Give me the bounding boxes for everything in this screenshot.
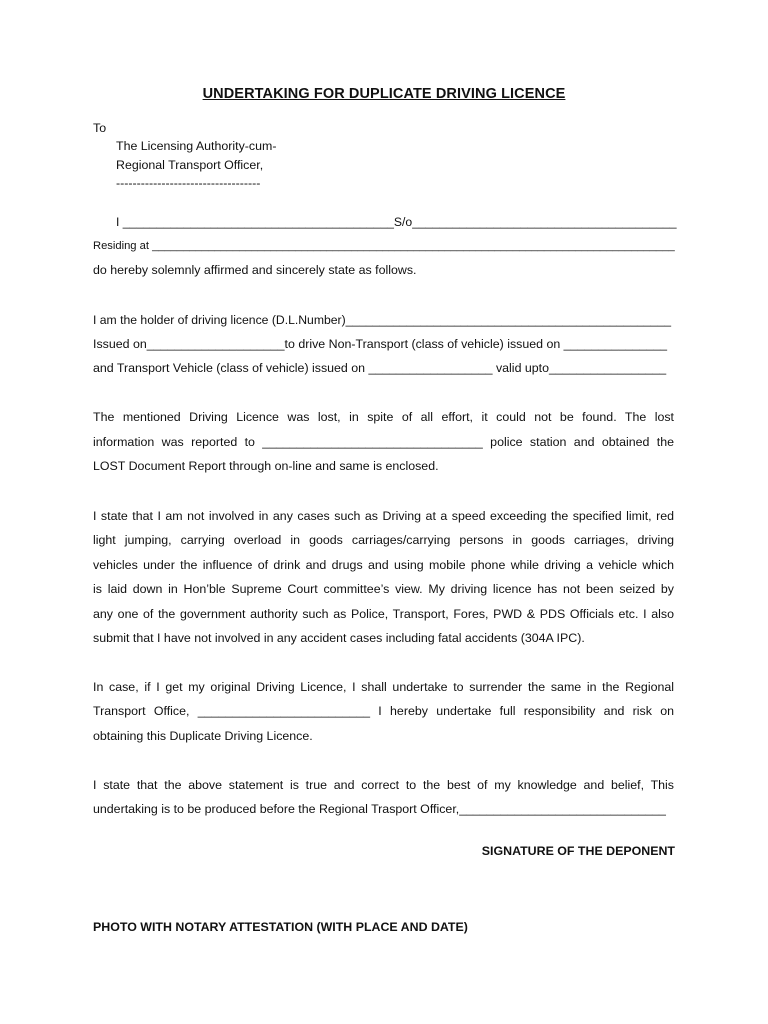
- lost-paragraph-line-3: LOST Document Report through on-line and same is enclosed.: [93, 459, 439, 473]
- affirmation-line: do hereby solemnly affirmed and sincerely state as follows.: [93, 263, 417, 277]
- statement-line-5: any one of the government authority such as Police, Transport, Fores, PWD & PDS Officials etc. I also: [93, 607, 674, 621]
- residence-line: Residing at ____________________________________________________________________________________: [93, 240, 675, 252]
- licence-number-line: I am the holder of driving licence (D.L.Number)________________________________________________: [93, 313, 672, 327]
- addressee-to: To: [93, 121, 107, 135]
- truth-line-1: I state that the above statement is true and correct to the best of my knowledge and belief, This: [93, 778, 674, 792]
- document-title: UNDERTAKING FOR DUPLICATE DRIVING LICENCE: [202, 86, 566, 102]
- lost-paragraph-line-1: The mentioned Driving Licence was lost, in spite of all effort, it could not be found. The lost: [93, 410, 674, 424]
- photo-attestation-label: PHOTO WITH NOTARY ATTESTATION (WITH PLACE AND DATE): [93, 920, 468, 934]
- addressee-line-1: The Licensing Authority-cum-: [116, 139, 277, 153]
- surrender-line-3: obtaining this Duplicate Driving Licence.: [93, 729, 313, 743]
- statement-line-6: submit that I have not involved in any accident cases including fatal accidents (304A IPC).: [93, 631, 585, 645]
- lost-paragraph-line-2: information was reported to ________________________________ police station and obtained the: [93, 435, 674, 449]
- declarant-name-line: I ________________________________________S/o_______________________________________: [116, 215, 677, 229]
- licence-validity-line: and Transport Vehicle (class of vehicle) issued on __________________ valid upto_________________: [93, 361, 667, 375]
- addressee-line-2: Regional Transport Officer,: [116, 158, 264, 172]
- surrender-line-1: In case, if I get my original Driving Licence, I shall undertake to surrender the same in the Regional: [93, 680, 674, 694]
- statement-line-3: vehicles under the influence of drink and drugs and using mobile phone while driving a vehicle which: [93, 558, 674, 572]
- statement-line-2: light jumping, carrying overload in goods carriages/carrying persons in goods carriages, driving: [93, 533, 674, 547]
- signature-label: SIGNATURE OF THE DEPONENT: [481, 844, 675, 858]
- surrender-line-2: Transport Office, _________________________ I hereby undertake full responsibility and risk on: [93, 704, 674, 718]
- truth-line-2: undertaking is to be produced before the Regional Trasport Officer,______________________________: [93, 802, 666, 816]
- statement-line-4: is laid down in Hon’ble Supreme Court committee’s view. My driving licence has not been seized by: [93, 582, 674, 596]
- statement-line-1: I state that I am not involved in any cases such as Driving at a speed exceeding the specified limit, red: [93, 509, 674, 523]
- addressee-line-3: -----------------------------------: [116, 176, 261, 190]
- licence-issue-line: Issued on____________________to drive Non-Transport (class of vehicle) issued on _______________: [93, 337, 668, 351]
